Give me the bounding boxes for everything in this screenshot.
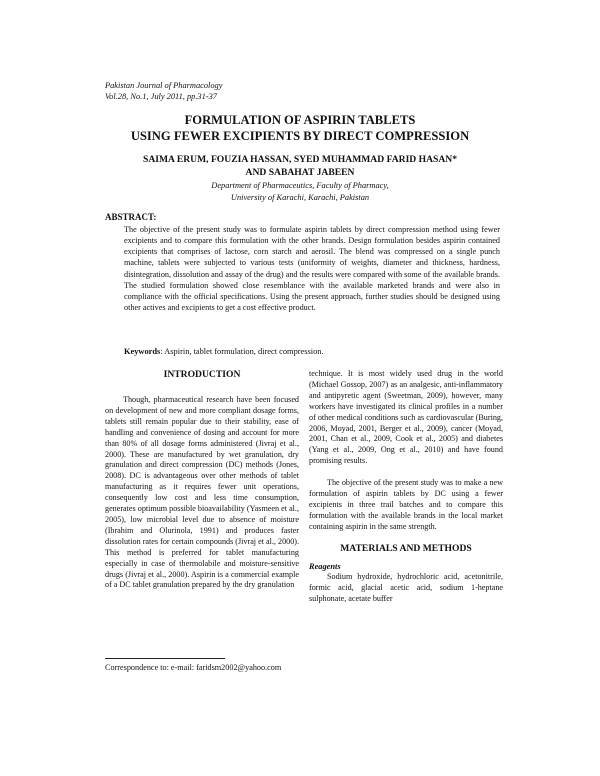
affiliation xyxy=(96,180,504,203)
title-line-1: FORMULATION OF ASPIRIN TABLETS xyxy=(184,113,416,127)
introduction-heading: INTRODUCTION xyxy=(163,369,241,380)
reagents-subheading: Reagents xyxy=(309,561,341,571)
methods-heading: MATERIALS AND METHODS xyxy=(340,542,472,554)
journal-name: Pakistan Journal of Pharmacology xyxy=(105,81,223,90)
author-list xyxy=(96,153,504,179)
journal-citation xyxy=(105,80,222,102)
reagents-paragraph: Sodium hydroxide, hydrochloric acid, acetonitrile, formic acid, glacial acetic acid, sodium 1-heptane sulphonate, acetate buffer xyxy=(309,571,503,603)
abstract-text: The objective of the present study was to formulate aspirin tablets by direct compression method using fewer excipients and to compare this formulation with the other brands. Design formulation besides aspirin contained excipients that comprises of lactose, corn starch and aerosil. The blend was compressed on a single punch machine, tablets were subjected to various tests (uniformity of weights, diameter and thickness, hardness, disintegration, dissolution and assay of the drug) and the results were compared with some of the available brands. The studied formulation showed close resemblance with the available marketed brands and were also in compliance with the official specifications. Using the present approach, further studies should be designed using other actives and excipients to get a cost effective product. xyxy=(124,225,500,313)
introduction-paragraph-3: The objective of the present study was to make a new formulation of aspirin tablets by DC using a fewer excipients in three trail batches and to compare this formulation with the available brands in the local market containing aspirin in the same strength. xyxy=(309,478,503,531)
journal-volume: Vol.28, No.1, July 2011, pp.31-37 xyxy=(105,92,217,101)
paper-title xyxy=(96,112,504,144)
affiliation-line-1: Department of Pharmaceutics, Faculty of Pharmacy, xyxy=(211,181,389,190)
footnote-divider xyxy=(105,658,225,659)
correspondence-footnote: Correspondence to: e-mail: faridsm2002@yahoo.com xyxy=(105,663,282,672)
keywords-text: : Aspirin, tablet formulation, direct compression. xyxy=(160,347,324,356)
authors-line-1: SAIMA ERUM, FOUZIA HASSAN, SYED MUHAMMAD FARID HASAN* xyxy=(142,154,458,165)
keywords xyxy=(124,346,500,357)
authors-line-2: AND SABAHAT JABEEN xyxy=(245,167,355,178)
abstract-heading: ABSTRACT: xyxy=(105,212,157,222)
affiliation-line-2: University of Karachi, Karachi, Pakistan xyxy=(230,192,370,202)
introduction-paragraph-2: technique. It is most widely used drug in the world (Michael Gossop, 2007) as an analgesic, anti-inflammatory and antipyretic agent (Sweetman, 2009), however, many workers have investigated its clinical profiles in a number of other medical conditions such as cardiovascular (Buring, 2006, Moyad, 2001, Berger et al., 2009), cancer (Moyad, 2001, Chan et al., 2009, Cook et al., 2005) and diabetes (Yang et al., 2009, Ong et al., 2010) and have found promising results. xyxy=(309,369,503,466)
title-line-2: USING FEWER EXCIPIENTS BY DIRECT COMPRESSION xyxy=(130,129,470,143)
keywords-label: Keywords xyxy=(124,347,161,356)
left-column xyxy=(105,369,299,591)
introduction-paragraph-1: Though, pharmaceutical research have been focused on development of new and more compliant dosage forms, tablets still remain popular due to their stability, ease of handling and convenience of dosing and account for more than 80% of all dosage forms administered (Jivraj et al., 2000). These are manufactured by wet granulation, dry granulation and direct compression (DC) methods (Jones, 2008). DC is advantageous over other methods of tablet manufacturing as it requires fewer unit operations, consequently low cost and less time consumption, generates optimum possible bioavailability (Yasmeen et al., 2005), low microbial level due to absence of moisture (Ibrahim and Olurinola, 1991) and produces faster dissolution rates for certain compounds (Jivraj et al., 2000). This method is preferred for tablet manufacturing especially in case of thermolabile and moisture-sensitive drugs (Jivraj et al., 2000). Aspirin is a commercial example of a DC tablet granulation prepared by the dry granulation xyxy=(105,395,299,590)
right-column xyxy=(309,369,503,604)
